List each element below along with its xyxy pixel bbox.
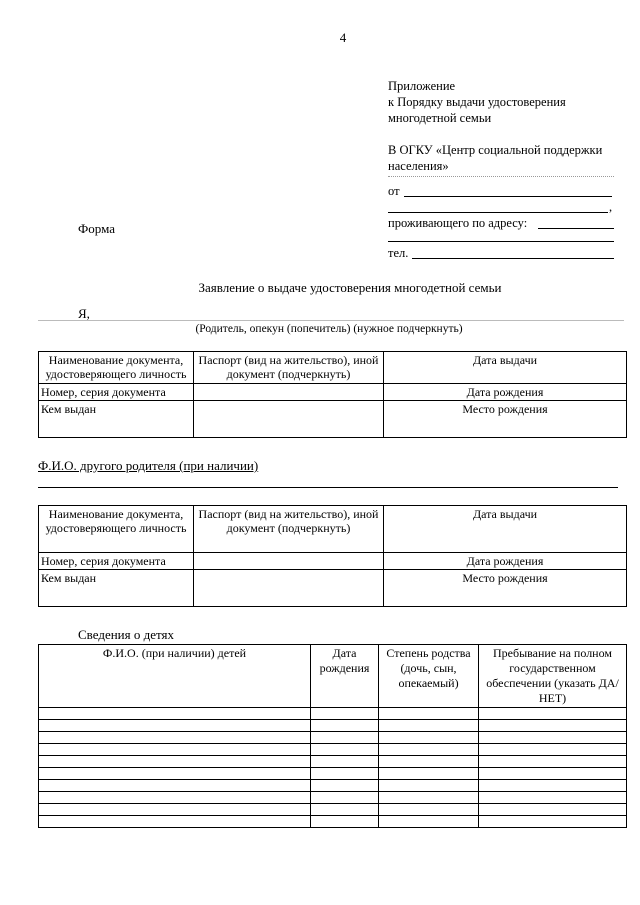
t1-birth-place-label[interactable]: Место рождения (384, 401, 627, 438)
t1-issued-by-cell[interactable] (194, 401, 384, 438)
t1-header-doc-name: Наименование документа, удостоверяющего личность (39, 352, 194, 384)
kids-cell[interactable] (311, 720, 379, 732)
kids-cell[interactable] (379, 792, 479, 804)
comma: , (609, 200, 613, 214)
kids-cell[interactable] (39, 732, 311, 744)
kids-header-relation: Степень родства (дочь, сын, опекаемый) (379, 645, 479, 708)
page-number: 4 (339, 30, 347, 45)
kids-cell[interactable] (311, 756, 379, 768)
kids-cell[interactable] (39, 708, 311, 720)
t1-birth-date-label[interactable]: Дата рождения (384, 384, 627, 401)
t2-number-cell[interactable] (194, 553, 384, 570)
kids-cell[interactable] (379, 768, 479, 780)
kids-cell[interactable] (379, 708, 479, 720)
t2-row-issued-by-label: Кем выдан (39, 570, 194, 607)
kids-cell[interactable] (311, 744, 379, 756)
address-field-line-2[interactable] (388, 241, 614, 242)
kids-cell[interactable] (379, 720, 479, 732)
kids-cell[interactable] (311, 708, 379, 720)
t2-header-doc-type: Паспорт (вид на жительство), иной документ (подчеркнуть) (194, 506, 384, 553)
phone-label: тел. (388, 246, 409, 260)
kids-cell[interactable] (39, 768, 311, 780)
kids-cell[interactable] (379, 756, 479, 768)
phone-field[interactable] (412, 258, 614, 259)
other-parent-document-table (38, 505, 627, 607)
t2-birth-date-label[interactable]: Дата рождения (384, 553, 627, 570)
kids-cell[interactable] (39, 792, 311, 804)
appendix-line-3: многодетной семьи (388, 111, 492, 125)
appendix-line-2: к Порядку выдачи удостоверения (388, 95, 566, 109)
t1-row-issued-by-label: Кем выдан (39, 401, 194, 438)
kids-cell[interactable] (311, 780, 379, 792)
ya-label: Я, (78, 306, 90, 321)
kids-cell[interactable] (479, 720, 627, 732)
kids-cell[interactable] (39, 804, 311, 816)
kids-cell[interactable] (39, 780, 311, 792)
from-field-line-2[interactable] (388, 212, 608, 213)
children-table (38, 644, 627, 828)
kids-cell[interactable] (311, 804, 379, 816)
appendix-line-1: Приложение (388, 79, 456, 93)
parent-hint: (Родитель, опекун (попечитель) (нужное подчеркнуть) (195, 323, 463, 335)
kids-cell[interactable] (311, 768, 379, 780)
kids-cell[interactable] (479, 744, 627, 756)
kids-cell[interactable] (39, 720, 311, 732)
kids-header-state-support: Пребывание на полном государственном обеспечении (указать ДА/НЕТ) (479, 645, 627, 708)
t2-issued-by-cell[interactable] (194, 570, 384, 607)
kids-cell[interactable] (479, 768, 627, 780)
t1-header-doc-type: Паспорт (вид на жительство), иной документ (подчеркнуть) (194, 352, 384, 384)
applicant-document-table (38, 351, 627, 438)
from-field[interactable] (404, 196, 612, 197)
kids-cell[interactable] (379, 780, 479, 792)
address-field[interactable] (538, 228, 614, 229)
address-label: проживающего по адресу: (388, 216, 528, 230)
other-parent-label: Ф.И.О. другого родителя (при наличии) (38, 458, 259, 473)
form-label: Форма (78, 221, 115, 236)
kids-cell[interactable] (479, 792, 627, 804)
kids-header-birth-date: Дата рождения (311, 645, 379, 708)
appendix-block (388, 78, 628, 174)
kids-header-name: Ф.И.О. (при наличии) детей (39, 645, 311, 708)
kids-cell[interactable] (311, 792, 379, 804)
t1-number-cell[interactable] (194, 384, 384, 401)
kids-cell[interactable] (379, 732, 479, 744)
addressee-line-2: населения» (388, 159, 449, 173)
kids-cell[interactable] (311, 732, 379, 744)
separator-dotted (388, 176, 614, 177)
other-parent-field[interactable] (38, 487, 618, 488)
t1-header-issue-date[interactable]: Дата выдачи (384, 352, 627, 384)
kids-cell[interactable] (479, 756, 627, 768)
kids-cell[interactable] (479, 732, 627, 744)
from-label: от (388, 184, 400, 198)
kids-cell[interactable] (479, 780, 627, 792)
t2-birth-place-label[interactable]: Место рождения (384, 570, 627, 607)
t2-header-doc-name: Наименование документа, удостоверяющего личность (39, 506, 194, 553)
children-caption: Сведения о детях (78, 627, 174, 642)
kids-cell[interactable] (39, 756, 311, 768)
kids-cell[interactable] (311, 816, 379, 828)
kids-cell[interactable] (379, 816, 479, 828)
document-title: Заявление о выдаче удостоверения многодетной семьи (198, 280, 502, 295)
applicant-name-field[interactable] (38, 320, 624, 321)
t1-row-number-label: Номер, серия документа (39, 384, 194, 401)
addressee-line-1: В ОГКУ «Центр социальной поддержки (388, 143, 603, 157)
kids-cell[interactable] (379, 804, 479, 816)
kids-cell[interactable] (379, 744, 479, 756)
kids-cell[interactable] (39, 744, 311, 756)
kids-cell[interactable] (479, 708, 627, 720)
t2-row-number-label: Номер, серия документа (39, 553, 194, 570)
t2-header-issue-date[interactable]: Дата выдачи (384, 506, 627, 553)
kids-cell[interactable] (479, 816, 627, 828)
kids-cell[interactable] (479, 804, 627, 816)
kids-cell[interactable] (39, 816, 311, 828)
